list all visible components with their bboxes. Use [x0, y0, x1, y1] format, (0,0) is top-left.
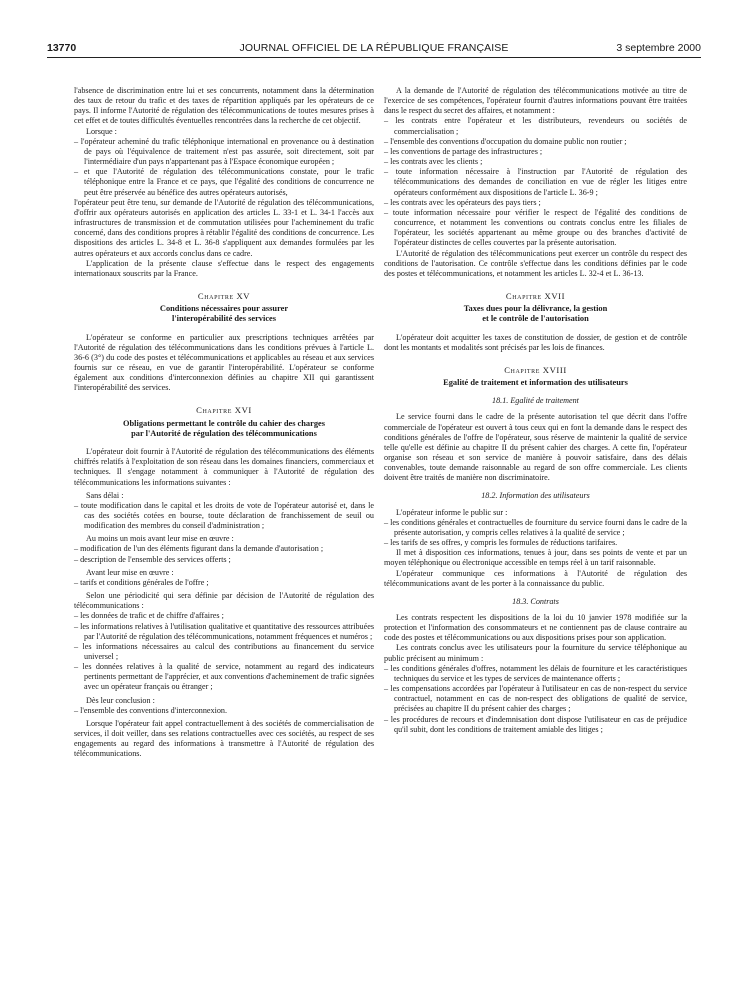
paragraph: Sans délai :	[86, 490, 124, 500]
list-item: – les données relatives à la qualité de service, notamment au regard des indicateurs pertinents permettant de l'apprécier, et aux conventions d'acheminement de trafic signées avec un opérateur français ou étranger ;	[74, 662, 374, 692]
list-item: – modification de l'un des éléments figurant dans la demande d'autorisation ;	[74, 544, 324, 554]
chapter-heading: Chapitre XVII	[505, 290, 566, 301]
paragraph: A la demande de l'Autorité de régulation des télécommunications motivée au titre de l'exercice de ses compétences, l'opérateur fournit d'autres informations pouvant être traitées dans le respect du secret des affaires, et notamment :	[384, 86, 687, 116]
list-item: – les conditions générales d'offres, notamment les délais de fourniture et les caractéristiques techniques du service et les types de services de maintenance offerts ;	[384, 663, 687, 683]
paragraph: L'opérateur communique ces informations à l'Autorité de régulation des télécommunications avant de les porter à la connaissance du public.	[384, 568, 687, 588]
list-item: – les données de trafic et de chiffre d'affaires ;	[74, 611, 224, 621]
section-heading: 18.2. Information des utilisateurs	[481, 491, 590, 501]
chapter-title-line: Taxes dues pour la délivrance, la gestion	[463, 304, 608, 314]
chapter-title	[74, 419, 374, 439]
chapter-title-line: par l'Autorité de régulation des télécommunications	[131, 428, 317, 438]
chapter-title-line: Conditions nécessaires pour assurer	[159, 304, 289, 314]
section-heading: 18.3. Contrats	[512, 596, 559, 606]
paragraph: Le service fourni dans le cadre de la présente autorisation tel que décrit dans l'offre commerciale de l'opérateur est ouvert à tous ceux qui en font la demande dans le respect des conditions générales de l'offre de l'opérateur, sous réserve de maintenir la qualité de service telle qu'elle est définie au chapitre II du présent cahier des charges. A cette fin, l'opérateur organise son réseau et son service de manière à pouvoir satisfaire, dans des délais convenables, toute demande raisonnable au regard de son offre commerciale. Les clients doivent être traités de manière non discriminatoire.	[384, 412, 687, 483]
paragraph: l'opérateur peut être tenu, sur demande de l'Autorité de régulation des télécommunications, d'offrir aux opérateurs autorisés en application des articles L. 33-1 et L. 34-1 l'accès aux infrastructures de transmission et de commutation utilisées pour l'acheminement du trafic concerné, dans des conditions propres à rétablir l'égalité des conditions de concurrence. Les dispositions des articles L. 34-8 et L. 36-8 s'appliquent aux demandes formulées par les autres opérateurs et aux accords conclus dans ce cadre.	[74, 197, 374, 258]
chapter-title	[384, 304, 687, 324]
chapter-title	[74, 304, 374, 324]
right-column	[384, 86, 687, 735]
page-header	[47, 41, 701, 58]
list-item: – et que l'Autorité de régulation des télécommunications constate, pour le trafic téléphonique entre la France et ce pays, que l'égalité des conditions de concurrence ne peut être préservée au bénéfice des autres opérateurs autorisés,	[74, 167, 374, 197]
page-number: 13770	[47, 42, 77, 54]
list-item: – les tarifs de ses offres, y compris les formules de réductions tarifaires.	[384, 538, 618, 548]
publication-date: 3 septembre 2000	[616, 42, 701, 54]
chapter-heading: Chapitre XVI	[196, 405, 252, 416]
paragraph: l'absence de discrimination entre lui et ses concurrents, notamment dans la détermination des taux de retour du trafic et des taxes de répartition appliqués par les opérateurs de ce pays. Il informe l'Autorité de régulation des télécommunications de toutes mesures prises à cet effet et de toutes difficultés éventuelles rencontrées dans la recherche de cet objectif.	[74, 86, 374, 126]
paragraph: Avant leur mise en œuvre :	[86, 567, 174, 577]
list-item: – l'ensemble des conventions d'occupation du domaine public non routier ;	[384, 136, 627, 146]
chapter-heading: Chapitre XVIII	[504, 364, 567, 375]
chapter-title-line: l'interopérabilité des services	[171, 314, 277, 324]
list-item: – description de l'ensemble des services offerts ;	[74, 554, 231, 564]
paragraph: L'opérateur doit fournir à l'Autorité de régulation des télécommunications des éléments chiffrés relatifs à l'exploitation de son réseau dans les domaines financiers, commerciaux et techniques. Il s'engage notamment à communiquer à l'Autorité de régulation des télécommunications les informations suivantes :	[74, 447, 374, 487]
chapter-title-line: et le contrôle de l'autorisation	[482, 314, 589, 324]
list-item: – toute information nécessaire à l'instruction par l'Autorité de régulation des télécommunications des demandes de conciliation en vue de régler les litiges entre opérateurs conformément aux dispositions de l'article L. 36-9 ;	[384, 167, 687, 197]
list-item: – les contrats avec les opérateurs des pays tiers ;	[384, 197, 541, 207]
list-item: – les contrats avec les clients ;	[384, 157, 483, 167]
paragraph: L'opérateur se conforme en particulier aux prescriptions techniques arrêtées par l'Autorité de régulation des télécommunications dans les conditions prévues à l'article L. 36-6 (3°) du code des postes et télécommunications et applicables au réseau et aux services fournis sur ce réseau, en vue de garantir l'interopérabilité. L'opérateur se conforme également aux conditions d'interconnexion définies au chapitre XII qui garantissent l'interopérabilité des services.	[74, 332, 374, 393]
list-item: – les conditions générales et contractuelles de fourniture du service fourni dans le cadre de la présente autorisation, y compris celles relatives à la qualité de service ;	[384, 517, 687, 537]
list-item: – les compensations accordées par l'opérateur à l'utilisateur en cas de non-respect du service contractuel, notamment en cas de non-respect des obligations de qualité de service, précisées au chapitre II du présent cahier des charges ;	[384, 684, 687, 714]
paragraph: L'opérateur informe le public sur :	[396, 507, 508, 517]
chapter-title: Egalité de traitement et information des utilisateurs	[443, 378, 628, 387]
paragraph: Il met à disposition ces informations, tenues à jour, dans ses points de vente et par un moyen téléphonique ou électronique accessible en temps réel à un tarif raisonnable.	[384, 548, 687, 568]
list-item: – l'opérateur acheminé du trafic téléphonique international en provenance ou à destination de pays où l'équivalence de traitement n'est pas assurée, soit directement, soit par l'intermédiaire d'un pays n'appartenant pas à l'Espace économique européen ;	[74, 136, 374, 167]
paragraph: Selon une périodicité qui sera définie par décision de l'Autorité de régulation des télécommunications :	[74, 591, 374, 611]
list-item: – les conventions de partage des infrastructures ;	[384, 146, 543, 156]
list-item: – toute modification dans le capital et les droits de vote de l'opérateur autorisé et, dans le cas des sociétés cotées en bourse, toute déclaration de franchissement de seuil ou modification des membres du conseil d'administration ;	[74, 500, 374, 531]
paragraph: Les contrats conclus avec les utilisateurs pour la fourniture du service téléphonique au public précisent au minimum :	[384, 643, 687, 663]
left-column	[74, 86, 374, 760]
list-item: – l'ensemble des conventions d'interconnexion.	[74, 705, 227, 715]
list-item: – les procédures de recours et d'indemnisation dont dispose l'utilisateur en cas de préjudice qu'il subit, dont les conditions de traitement amiable des litiges ;	[384, 714, 687, 734]
paragraph: Lorsque :	[86, 126, 117, 136]
paragraph: L'application de la présente clause s'effectue dans le respect des engagements internationaux souscrits par la France.	[74, 258, 374, 278]
paragraph: L'Autorité de régulation des télécommunications peut exercer un contrôle du respect des conditions de l'autorisation. Ce contrôle s'effectue dans les conditions définies par le code des postes et télécommunications, et notamment les articles L. 32-4 et L. 36-13.	[384, 248, 687, 278]
chapter-title-line: Obligations permettant le contrôle du cahier des charges	[123, 418, 325, 428]
chapter-heading: Chapitre XV	[197, 290, 251, 301]
paragraph: Lorsque l'opérateur fait appel contractuellement à des sociétés de commercialisation de services, il doit veiller, dans ses relations contractuelles avec ces sociétés, au respect de ses engagements au regard des informations à transmettre à l'Autorité de régulation des télécommunications.	[74, 718, 374, 759]
list-item: – tarifs et conditions générales de l'offre ;	[74, 577, 209, 587]
paragraph: Au moins un mois avant leur mise en œuvre :	[86, 534, 234, 544]
paragraph: Les contrats respectent les dispositions de la loi du 10 janvier 1978 modifiée sur la protection et l'information des consommateurs et ne contiennent pas de clause contraire au code des postes et télécommunications ou aux dispositions prises pour son application.	[384, 613, 687, 643]
journal-title: JOURNAL OFFICIEL DE LA RÉPUBLIQUE FRANÇAISE	[239, 42, 509, 54]
section-heading: 18.1. Egalité de traitement	[492, 396, 579, 406]
paragraph: Dès leur conclusion :	[86, 695, 155, 705]
list-item: – toute information nécessaire pour vérifier le respect de l'égalité des conditions de concurrence, et notamment les conventions ou contrats conclus entre les filiales de l'opérateur, les sociétés appartenant au même groupe ou des branches d'activité de l'opérateur distinctes de celles couvertes par la présente autorisation.	[384, 207, 687, 248]
list-item: – les informations relatives à l'utilisation qualitative et quantitative des ressources attribuées par l'Autorité de régulation des télécommunications, notamment fréquences et numéros ;	[74, 621, 374, 641]
list-item: – les contrats entre l'opérateur et les distributeurs, revendeurs ou sociétés de commercialisation ;	[384, 116, 687, 136]
list-item: – les informations nécessaires au calcul des contributions au financement du service universel ;	[74, 641, 374, 661]
paragraph: L'opérateur doit acquitter les taxes de constitution de dossier, de gestion et de contrôle dont les montants et modalités sont précisés par les lois de finances.	[384, 332, 687, 352]
